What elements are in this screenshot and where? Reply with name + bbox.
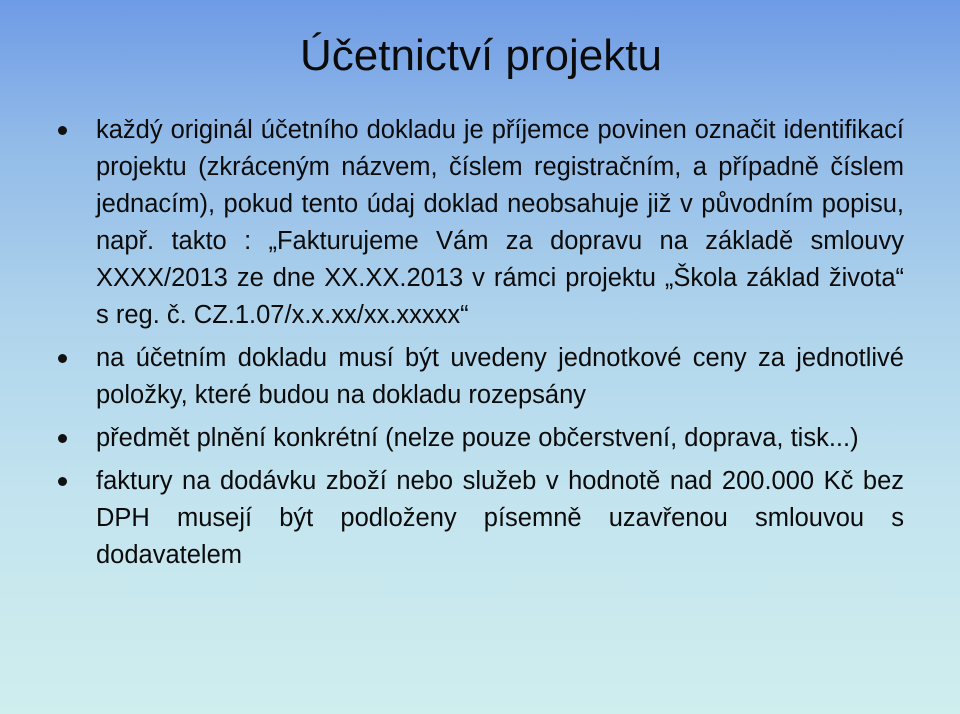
bullet-text: na účetním dokladu musí být uvedeny jednotkové ceny za jednotlivé položky, které budou na dokladu rozepsány (96, 344, 904, 409)
bullet-item (58, 340, 904, 414)
bullet-text: předmět plnění konkrétní (nelze pouze občerstvení, doprava, tisk...) (96, 424, 859, 452)
bullet-dot-icon (58, 477, 67, 486)
bullet-list (58, 112, 904, 580)
bullet-dot-icon (58, 354, 67, 363)
bullet-dot-icon (58, 126, 67, 135)
bullet-item (58, 463, 904, 574)
bullet-text: faktury na dodávku zboží nebo služeb v hodnotě nad 200.000 Kč bez DPH musejí být podloženy písemně uzavřenou smlouvou s dodavatelem (96, 467, 904, 569)
bullet-dot-icon (58, 434, 67, 443)
bullet-item (58, 112, 904, 334)
bullet-item (58, 420, 904, 457)
bullet-text: každý originál účetního dokladu je příjemce povinen označit identifikací projektu (zkráceným názvem, číslem registračním, a případně číslem jednacím), pokud tento údaj doklad neobsahuje již v původním popisu, např. takto : „Fakturujeme Vám za dopravu na základě smlouvy XXXX/2013 ze dne XX.XX.2013 v rámci projektu „Škola základ života“ s reg. č. CZ.1.07/x.x.xx/xx.xxxxx“ (96, 116, 904, 329)
slide-title: Účetnictví projektu (300, 31, 662, 80)
